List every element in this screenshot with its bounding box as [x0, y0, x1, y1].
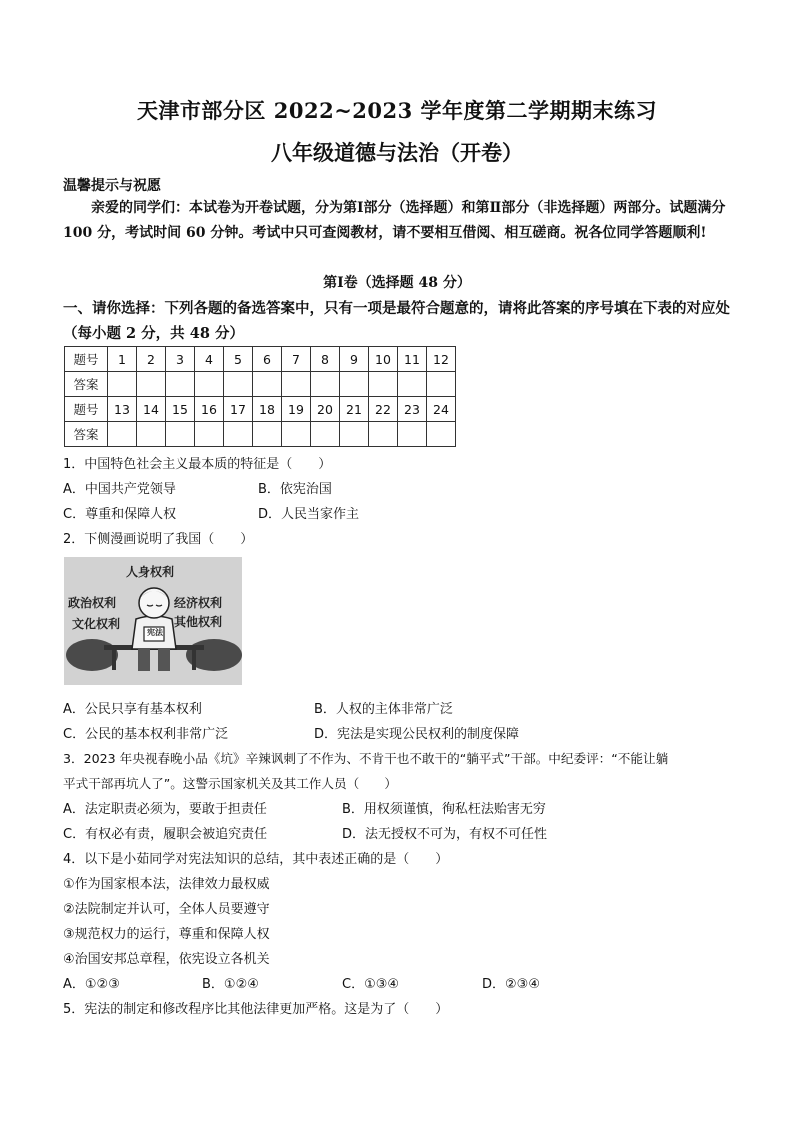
answer-cell[interactable] [108, 372, 137, 397]
table-cell: 1 [108, 347, 137, 372]
answer-table [64, 346, 456, 447]
comic-label-other-rights: 其他权利 [174, 615, 223, 629]
table-row [65, 347, 456, 372]
question-3-stem-line2: 平式干部再坑人了”。这警示国家机关及其工作人员（ ） [63, 776, 397, 791]
question-4-stem: 4．以下是小茹同学对宪法知识的总结，其中表述正确的是（ ） [63, 852, 449, 867]
table-cell: 3 [166, 347, 195, 372]
comic-book-label: 宪法 [147, 628, 163, 637]
table-cell: 13 [108, 397, 137, 422]
answer-cell[interactable] [195, 372, 224, 397]
question-4-option-d: D．②③④ [482, 977, 540, 992]
question-1-stem: 1．中国特色社会主义最本质的特征是（ ） [63, 457, 332, 472]
table-cell: 18 [253, 397, 282, 422]
answer-cell[interactable] [282, 422, 311, 447]
table-row [65, 422, 456, 447]
table-cell: 答案 [65, 372, 108, 397]
table-cell: 16 [195, 397, 224, 422]
comic-label-economic-rights: 经济权利 [174, 596, 223, 610]
comic-label-cultural-rights: 文化权利 [72, 617, 121, 631]
tips-heading: 温馨提示与祝愿 [63, 178, 161, 194]
question-2-option-a: A．公民只享有基本权利 [63, 702, 202, 717]
table-cell: 8 [311, 347, 340, 372]
answer-cell[interactable] [137, 422, 166, 447]
table-cell: 题号 [65, 397, 108, 422]
answer-cell[interactable] [311, 372, 340, 397]
rights-comic-image [64, 557, 242, 685]
question-4-option-c: C．①③④ [342, 977, 400, 992]
part1-heading: 第Ⅰ卷（选择题 48 分） [323, 275, 471, 291]
answer-cell[interactable] [340, 422, 369, 447]
table-cell: 5 [224, 347, 253, 372]
question-1-option-d: D．人民当家作主 [258, 507, 360, 522]
table-cell: 17 [224, 397, 253, 422]
question-1-option-a: A．中国共产党领导 [63, 482, 176, 497]
table-cell: 22 [369, 397, 398, 422]
question-1-option-c: C．尊重和保障人权 [63, 507, 177, 522]
answer-cell[interactable] [282, 372, 311, 397]
comic-label-personal-rights: 人身权利 [126, 565, 175, 579]
question-2-option-d: D．宪法是实现公民权利的制度保障 [314, 727, 520, 742]
question-4-option-b: B．①②④ [202, 977, 259, 992]
answer-cell[interactable] [369, 372, 398, 397]
question-4-item-1: ①作为国家根本法，法律效力最权威 [63, 877, 270, 892]
question-3-option-d: D．法无授权不可为，有权不可任性 [342, 827, 548, 842]
question-1-option-b: B．依宪治国 [258, 482, 332, 497]
answer-cell[interactable] [108, 422, 137, 447]
answer-cell[interactable] [253, 422, 282, 447]
tips-body: 亲爱的同学们：本试卷为开卷试题，分为第Ⅰ部分（选择题）和第Ⅱ部分（非选择题）两部分。试题满分 100 分，考试时间 60 分钟。考试中只可查阅教材，请不要相互借阅、相互磋商。祝各位同学答题顺利! [63, 200, 726, 241]
question-3-option-a: A．法定职责必须为，要敢于担责任 [63, 802, 267, 817]
answer-cell[interactable] [340, 372, 369, 397]
table-cell: 23 [398, 397, 427, 422]
answer-cell[interactable] [398, 422, 427, 447]
table-cell: 6 [253, 347, 282, 372]
table-row [65, 372, 456, 397]
table-cell: 9 [340, 347, 369, 372]
table-cell: 10 [369, 347, 398, 372]
question-4-option-a: A．①②③ [63, 977, 120, 992]
answer-cell[interactable] [224, 422, 253, 447]
comic-label-political-rights: 政治权利 [68, 596, 117, 610]
exam-title: 天津市部分区 2022~2023 学年度第二学期期末练习 [136, 98, 658, 123]
answer-cell[interactable] [427, 372, 456, 397]
answer-cell[interactable] [398, 372, 427, 397]
question-3-option-b: B．用权须谨慎，徇私枉法贻害无穷 [342, 802, 546, 817]
exam-subtitle: 八年级道德与法治（开卷） [271, 140, 523, 165]
answer-cell[interactable] [369, 422, 398, 447]
question-3-option-c: C．有权必有责，履职会被追究责任 [63, 827, 268, 842]
table-cell: 15 [166, 397, 195, 422]
table-cell: 题号 [65, 347, 108, 372]
question-4-item-3: ③规范权力的运行，尊重和保障人权 [63, 927, 270, 942]
section1-instruction: 一、请你选择：下列各题的备选答案中，只有一项是最符合题意的，请将此答案的序号填在下表的对应处（每小题 2 分，共 48 分） [63, 300, 730, 342]
table-cell: 7 [282, 347, 311, 372]
question-2-stem: 2．下侧漫画说明了我国（ ） [63, 532, 254, 547]
table-cell: 21 [340, 397, 369, 422]
answer-cell[interactable] [137, 372, 166, 397]
table-cell: 答案 [65, 422, 108, 447]
question-2-option-c: C．公民的基本权利非常广泛 [63, 727, 229, 742]
answer-cell[interactable] [166, 422, 195, 447]
table-cell: 4 [195, 347, 224, 372]
answer-cell[interactable] [427, 422, 456, 447]
answer-cell[interactable] [224, 372, 253, 397]
question-5-stem: 5．宪法的制定和修改程序比其他法律更加严格。这是为了（ ） [63, 1002, 449, 1017]
question-4-item-2: ②法院制定并认可，全体人员要遵守 [63, 902, 270, 917]
table-cell: 20 [311, 397, 340, 422]
answer-cell[interactable] [253, 372, 282, 397]
table-cell: 24 [427, 397, 456, 422]
answer-cell[interactable] [311, 422, 340, 447]
table-cell: 11 [398, 347, 427, 372]
question-2-option-b: B．人权的主体非常广泛 [314, 702, 453, 717]
answer-cell[interactable] [166, 372, 195, 397]
table-cell: 19 [282, 397, 311, 422]
table-row [65, 397, 456, 422]
table-cell: 12 [427, 347, 456, 372]
answer-cell[interactable] [195, 422, 224, 447]
table-cell: 2 [137, 347, 166, 372]
table-cell: 14 [137, 397, 166, 422]
question-4-item-4: ④治国安邦总章程，依宪设立各机关 [63, 952, 270, 967]
question-3-stem-line1: 3．2023 年央视春晚小品《坑》辛辣讽刺了不作为、不肯干也不敢干的“躺平式”干部。中纪委评：“不能让躺 [63, 751, 669, 766]
